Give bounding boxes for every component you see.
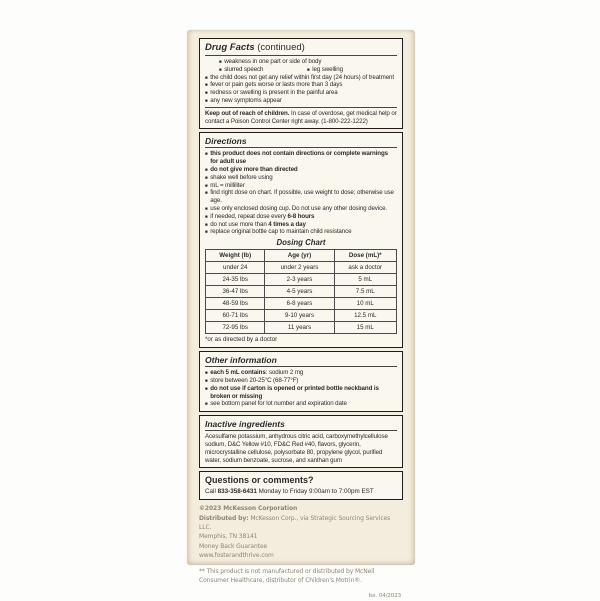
square-bullet-icon: ■ <box>205 74 208 80</box>
dosing-row <box>206 274 397 286</box>
dosing-cell: 5 mL <box>334 274 396 286</box>
square-bullet-icon: ■ <box>219 66 222 72</box>
drug-facts-title-suffix: (continued) <box>257 42 305 53</box>
dosing-header-cell: Age (yr) <box>265 250 334 262</box>
other-information-box <box>199 351 403 412</box>
directions-bullet: ■ do not give more than directed <box>205 165 298 173</box>
dosing-header-cell: Weight (lb) <box>206 250 265 262</box>
drug-facts-title-bold: Drug Facts <box>205 42 255 53</box>
other-info-bullet: ■ store between 20-25°C (68-77°F) <box>205 376 299 384</box>
square-bullet-icon: ■ <box>307 66 310 72</box>
directions-bullet: ■ this product does not contain directions or complete warnings for adult use <box>205 150 389 166</box>
inactive-ingredients-text: Acesulfame potassium, anhydrous citric acid, carboxymethylcellulose sodium, D&C Yellow #10, FD&C Red #40, flavors, glycerin, microcrystalline cellulose, polysorbate 80, propylene glycol, purified water, sodium benzoate, sucrose, and xanthan gum <box>205 433 388 464</box>
directions-bullet: ■ do not use more than 4 times a day <box>205 220 306 228</box>
square-bullet-icon: ■ <box>205 377 208 383</box>
dosing-cell: 6-8 years <box>265 298 334 310</box>
carton-back-panel <box>187 30 415 600</box>
square-bullet-icon: ■ <box>205 370 208 376</box>
square-bullet-icon: ■ <box>205 151 208 157</box>
drug-facts-continued-box <box>199 38 403 129</box>
website-line: www.fosterandthrive.com <box>199 552 274 560</box>
other-information-title: Other information <box>205 354 397 367</box>
drug-facts-title <box>205 41 397 56</box>
copyright-line: ©2023 McKesson Corporation <box>199 505 298 513</box>
directions-bullet: ■ if needed, repeat dose every 6-8 hours <box>205 212 315 220</box>
square-bullet-icon: ■ <box>205 401 208 407</box>
other-info-bullet: ■ each 5 mL contains: sodium 2 mg <box>205 369 304 377</box>
square-bullet-icon: ■ <box>205 385 208 391</box>
warning-bullet: ■ the child does not get any relief within first day (24 hours) of treatment <box>205 73 395 81</box>
dosing-row <box>206 286 397 298</box>
directions-bullet: ■ replace original bottle cap to maintain child resistance <box>205 228 352 236</box>
dosing-header-cell: Dose (mL)* <box>334 250 396 262</box>
square-bullet-icon: ■ <box>205 182 208 188</box>
city-line: Memphis, TN 38141 <box>199 533 258 541</box>
dosing-cell: 9-10 years <box>265 310 334 322</box>
warning-bullet: ■ redness or swelling is present in the painful area <box>205 89 338 97</box>
warning-bullet: ■ any new symptoms appear <box>205 96 282 104</box>
call-line: Call 833-358-6431 Monday to Friday 9:00am to 7:00pm EST <box>205 488 374 496</box>
dosing-cell: 7.5 mL <box>334 286 396 298</box>
dosing-cell: 4-5 years <box>265 286 334 298</box>
directions-title: Directions <box>205 135 397 148</box>
dosing-cell: 72-95 lbs <box>206 322 265 334</box>
questions-title: Questions or comments? <box>205 475 314 486</box>
issue-date: Iss. 04/2023 <box>368 593 401 600</box>
square-bullet-icon: ■ <box>219 59 222 64</box>
dosing-cell: 48-59 lbs <box>206 298 265 310</box>
square-bullet-icon: ■ <box>205 190 208 196</box>
dosing-cell: 2-3 years <box>265 274 334 286</box>
phone-number: 833-358-6431 <box>217 488 257 496</box>
square-bullet-icon: ■ <box>205 213 208 219</box>
square-bullet-icon: ■ <box>205 90 208 96</box>
dosing-cell: 60-71 lbs <box>206 310 265 322</box>
warning-sub-bullet-row <box>219 66 397 74</box>
directions-bullet: ■ mL = milliliter <box>205 181 245 189</box>
dosing-chart-footnote: *or as directed by a doctor <box>205 336 278 344</box>
guarantee-line: Money Back Guarantee <box>199 542 268 550</box>
keep-out-bold: Keep out of reach of children. <box>205 109 290 117</box>
dosing-cell: 15 mL <box>334 322 396 334</box>
warning-sub-bullet: ■ weakness in one part or side of body <box>219 58 322 65</box>
other-info-bullet: ■ see bottom panel for lot number and expiration date <box>205 400 347 408</box>
distributed-by-line: Distributed by: McKesson Corp., via Strategic Sourcing Services LLC. <box>199 514 391 531</box>
square-bullet-icon: ■ <box>205 166 208 172</box>
keep-out-of-reach-text <box>205 107 397 126</box>
dosing-cell: 12.5 mL <box>334 310 396 322</box>
square-bullet-icon: ■ <box>205 82 208 88</box>
dosing-cell: 36-47 lbs <box>206 286 265 298</box>
mcneil-disclaimer: ** This product is not manufactured or distributed by McNeil Consumer Healthcare, distributor of Children's Motrin®. <box>199 568 375 585</box>
warning-sub-bullet: ■ leg swelling <box>307 65 343 73</box>
keep-out-rest: In case of overdose, get medical help or contact a Poison Control Center right away. (1-800-222-1222) <box>205 109 397 125</box>
square-bullet-icon: ■ <box>205 221 208 227</box>
directions-bullet: ■ find right dose on chart. If possible, use weight to dose; otherwise use age. <box>205 189 394 205</box>
inactive-ingredients-box <box>199 415 403 468</box>
directions-bullet: ■ shake well before using <box>205 173 273 181</box>
square-bullet-icon: ■ <box>205 97 208 103</box>
dosing-cell: 11 years <box>265 322 334 334</box>
dosing-row <box>206 298 397 310</box>
directions-bullet: ■ use only enclosed dosing cup. Do not use any other dosing device. <box>205 204 388 212</box>
dosing-cell: 24-35 lbs <box>206 274 265 286</box>
dosing-cell: ask a doctor <box>334 262 396 274</box>
dosing-row <box>206 262 397 274</box>
square-bullet-icon: ■ <box>205 205 208 211</box>
dosing-cell: under 2 years <box>265 262 334 274</box>
other-info-bullet: ■ do not use if carton is opened or printed bottle neckband is broken or missing <box>205 384 379 400</box>
carton-footer <box>199 504 403 601</box>
square-bullet-icon: ■ <box>205 229 208 235</box>
dosing-chart-title: Dosing Chart <box>276 238 326 248</box>
dosing-row <box>206 310 397 322</box>
dosing-cell: 10 mL <box>334 298 396 310</box>
dosing-cell: under 24 <box>206 262 265 274</box>
directions-box <box>199 132 403 348</box>
inactive-ingredients-title: Inactive ingredients <box>205 418 397 431</box>
square-bullet-icon: ■ <box>205 174 208 180</box>
warning-sub-bullet: ■ slurred speech <box>219 65 264 73</box>
dosing-header-row <box>206 250 397 262</box>
dosing-chart-table <box>205 249 397 334</box>
questions-box <box>199 471 403 500</box>
dosing-row <box>206 322 397 334</box>
warning-bullet: ■ fever or pain gets worse or lasts more than 3 days <box>205 81 343 89</box>
